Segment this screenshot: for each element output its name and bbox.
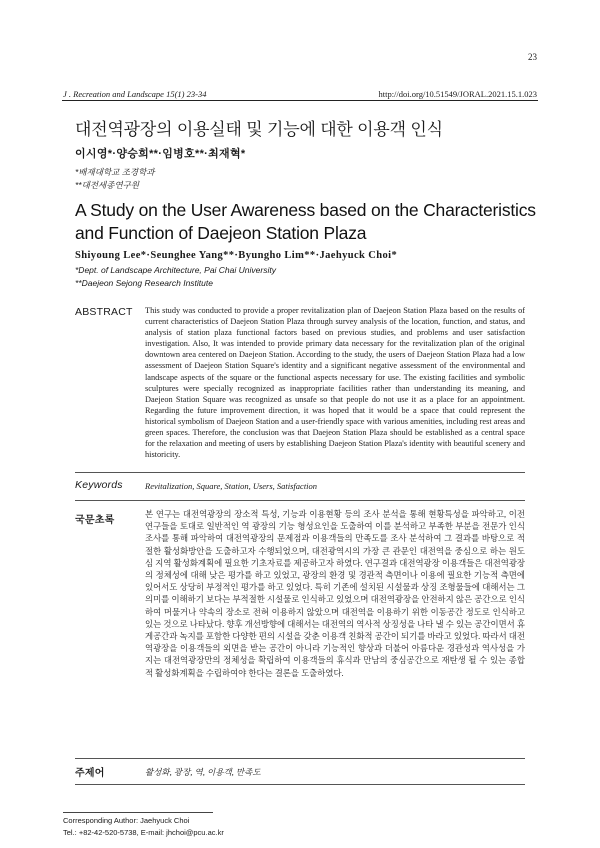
korean-keywords-label: 주제어 (75, 768, 105, 779)
korean-title: 대전역광장의 이용실태 및 기능에 대한 이용객 인식 (75, 120, 443, 139)
english-affiliation-1: *Dept. of Landscape Architecture, Pai Chai University (75, 265, 276, 275)
doi-link[interactable]: http://doi.org/10.51549/JORAL.2021.15.1.023 (378, 89, 537, 99)
page-number: 23 (528, 52, 537, 62)
journal-citation: J . Recreation and Landscape 15(1) 23-34 (63, 89, 207, 99)
english-authors: Shiyoung Lee*·Seunghee Yang**·Byungho Lim**·Jaehyuck Choi* (75, 250, 398, 261)
korean-keywords-bottom-rule (75, 784, 525, 785)
keywords-value: Revitalization, Square, Station, Users, Satisfaction (145, 481, 318, 491)
header-rule (62, 100, 538, 101)
english-title: A Study on the User Awareness based on the Characteristics and Function of Daejeon Station Plaza (75, 200, 536, 243)
korean-abstract-label: 국문초록 (75, 515, 115, 526)
keywords-bottom-rule (75, 500, 525, 501)
korean-abstract-text: 본 연구는 대전역광장의 장소적 특성, 기능과 이용현황 등의 조사 분석을 통해 현황특성을 파악하고, 이전 연구들을 토대로 일반적인 역 광장의 기능 형성요인을 도출하여 이를 분석하고 부족한 부분을 전문가 인식조사를 통해 파악하여 대전역광장의 문제점과 이용객들의 만족도를 조사 분석하여 그 결과를 바탕으로 적절한 활성화방안을 도출하고자 수행되었으며, 대전광역시의 가장 큰 관문인 대전역을 중심으로 하는 원도심 지역 활성화계획에 필요한 기초자료를 제공하고자 하였다. 연구결과 대전역광장 이용객들은 대전역광장의 정체성에 대해 낮은 평가를 하고 있었고, 광장의 환경 및 경관적 측면이나 이용에 필요한 기능적 측면에 있어서도 상당히 부정적인 평가를 하고 있었다. 특히 기존에 설치된 시설물과 상징 조형물들에 대해서는 그 의미를 이해하기 보다는 부적절한 시설물로 인식하고 있었으며 대전역광장을 안전하지 않은 공간으로 인식하여 머물거나 약속의 장소로 전혀 이용하지 않았으며 대전역을 이용하기 위한 이동공간 정도로 인식하고 있는 것으로 나타났다. 향후 개선방향에 대해서는 대전역의 역사적 상징성을 나타 낼 수 있는 공간이면서 휴게공간과 녹지를 포함한 다양한 편의 시설을 갖춘 이용객 친화적 공간이 되기를 바라고 있었다. 따라서 대전역광장을 이용객들의 외면을 받는 공간이 아니라 기능적인 향상과 더불어 아름다운 경관성과 역사성을 가지는 대전역광장만의 정체성을 확립하여 이용객들의 휴식과 만남의 중심공간으로 재탄생 될 수 있는 종합적 활성화계획을 수립하여야 한다는 결론을 도출하였다. (145, 510, 525, 678)
korean-keywords-value: 활성화, 광장, 역, 이용객, 만족도 (145, 767, 261, 777)
korean-affiliation-2: **대전세종연구원 (75, 180, 140, 190)
contact-info: Tel.: +82-42-520-5738, E-mail: jhchoi@pcu.ac.kr (63, 828, 224, 837)
corresponding-author: Corresponding Author: Jaehyuck Choi (63, 816, 190, 825)
korean-keywords-top-rule (75, 758, 525, 759)
abstract-text: This study was conducted to provide a proper revitalization plan of Daejeon Station Plaza based on the results of current characteristics of Daejeon Station Plaza through survey analysis of the location, function, and status, and analysis of station plaza functional factors based on previous studies, and problems and user satisfaction investigation. Also, It was intended to provide primary data necessary for the revitalization plan of the original downtown area centered on Daejeon Station. According to the study, the users of Daejeon Station Plaza had a low assessment of Daejeon Station Square's identity and a significant negative assessment of the environmental and landscape aspects of the square or the functional aspects necessary for use. The existing facilities and symbolic sculptures were specially recognized as inappropriate facilities rather than understanding its meaning, and Daejeon Station Square was recognized as unsafe so that people do not use it as a place for an appointment. Regarding the future improvement direction, it was hoped that it would be a space that could represent the historical symbolism of Daejeon Station and a user-friendly space with various amenities, including rest areas and green spaces. Therefore, the conclusion was that Daejeon Station Plaza should be established as a central space for the relaxation and meeting of users by establishing Daejeon Station Plaza's identity with beautiful scenery and historicity. (145, 306, 525, 460)
abstract-label: ABSTRACT (75, 306, 133, 318)
keywords-label: Keywords (75, 479, 123, 491)
korean-authors: 이시영*·양승희**·임병호**·최재혁* (75, 148, 246, 160)
footnote-rule (63, 812, 213, 813)
korean-affiliation-1: *배재대학교 조경학과 (75, 167, 155, 177)
keywords-top-rule (75, 472, 525, 473)
english-affiliation-2: **Daejeon Sejong Research Institute (75, 278, 213, 288)
